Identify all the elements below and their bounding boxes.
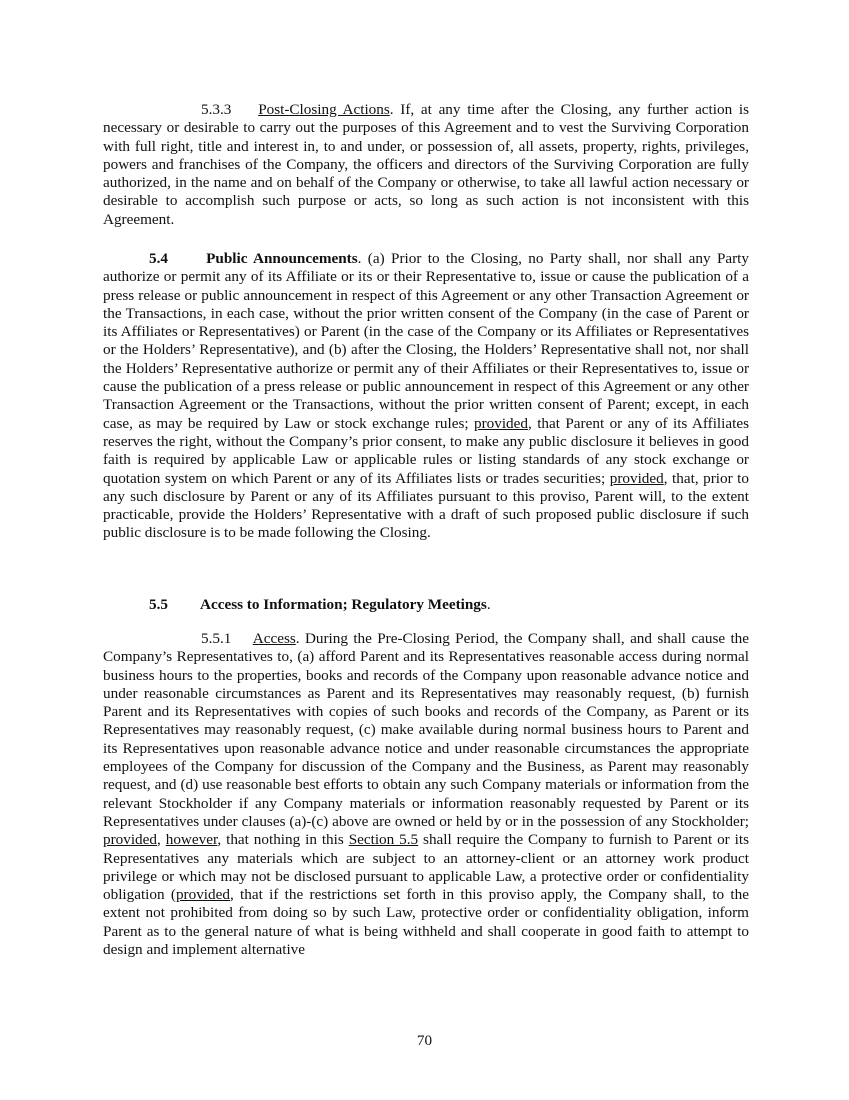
heading-access-to-information: Access to Information; Regulatory Meetings — [200, 596, 487, 613]
comma: , — [157, 831, 166, 849]
paragraph-5-5-1-text-4: , that if the restrictions set forth in this proviso apply, the Company shall, to the extent not prohibited from doing so by such Law, protective order or confidentiality obligation, inform Parent as to the general nature of what is being withheld and shall cooperate in good faith to attempt to design and implement alternative — [103, 886, 749, 959]
page-number: 70 — [416, 1032, 433, 1049]
paragraph-5-5-1-text-3: shall require the Company to furnish to Parent or its Representatives any materials which are subject to an attorney-client or an attorney work product privilege or which may not be disclosed pursuant to applicable Law, a protective order or confidentiality obligation ( — [103, 831, 749, 904]
heading-post-closing-actions: Post-Closing Actions — [258, 101, 390, 118]
paragraph-5-4-text-3: , that, prior to any such disclosure by Parent or any of its Affiliates pursuant to this proviso, Parent will, to the extent practicable, provide the Holders’ Representative with a draft of such proposed public disclosure if such public disclosure is to be made following the Closing. — [103, 469, 749, 542]
paragraph-5-4-text-2: , that Parent or any of its Affiliates reserves the right, without the Company’s prior consent, to make any public disclosure it believes in good faith is required by applicable Law or applicable rules or listing standards of any stock exchange or quotation system on which Parent or any of its Affiliates lists or trades securities; — [103, 414, 749, 487]
provided-term: provided — [474, 414, 528, 432]
paragraph-5-3-3-text: . If, at any time after the Closing, any further action is necessary or desirable to carry out the purposes of this Agreement and to vest the Surviving Corporation with full right, title and interest in, to and under, or possession of, all assets, property, rights, privileges, powers and franchises of the Company, the officers and directors of the Surviving Corporation are fully authorized, in the name and on behalf of the Company or otherwise, to take all lawful action necessary or desirable to accomplish such purpose or acts, so long as such action is not inconsistent with this Agreement. — [103, 101, 750, 228]
provided-term: provided — [609, 469, 664, 487]
provided-term: provided — [103, 831, 157, 849]
provided-term: provided — [175, 886, 230, 904]
section-heading-5-5 — [149, 596, 491, 614]
section-number-5-5: 5.5 — [149, 596, 168, 613]
paragraph-5-5-1-text-2: , that nothing in this — [217, 831, 349, 849]
section-reference-5-5: Section 5.5 — [348, 831, 419, 849]
however-term: however — [165, 831, 218, 849]
section-number-5-3-3: 5.3.3 — [201, 101, 232, 118]
paragraph-5-5-1 — [103, 630, 749, 959]
paragraph-5-3-3 — [103, 101, 749, 229]
paragraph-5-5-1-text-1: . During the Pre-Closing Period, the Company shall, and shall cause the Company’s Representatives to, (a) afford Parent and its Representatives reasonable access during normal business hours to the properties, books and records of the Company upon reasonable advance notice and under reasonable circumstances as Parent and its Representatives may reasonably request, (b) furnish Parent and its Representatives with copies of such books and records of the Company, as Parent or its Representatives may reasonably request, (c) make available during normal business hours to Parent and its Representatives upon reasonable advance notice and under reasonable circumstances the appropriate employees of the Company for discussion of the Company and the Business, as Parent may reasonably request, and (d) use reasonable best efforts to obtain any such Company materials or information from the relevant Stockholder if any Company materials or information reasonably requested by Parent or its Representatives under clauses (a)-(c) above are owned or held by or in the possession of any Stockholder; — [103, 630, 750, 830]
heading-public-announcements: Public Announcements — [206, 250, 358, 267]
paragraph-5-4 — [103, 250, 749, 543]
section-number-5-4: 5.4 — [149, 250, 168, 267]
paragraph-5-4-text-1: . (a) Prior to the Closing, no Party shall, nor shall any Party authorize or permit any of its Affiliate or its or their Representative to, issue or cause the publication of a press release or public announcement in respect of this Agreement or any other Transaction Agreement or the Transactions, in each case, without the prior written consent of the Company (in the case of Parent or its Affiliates or Representatives) or Parent (in the case of the Company or its Affiliates or Representatives or the Holders’ Representative), and (b) after the Closing, the Holders’ Representative shall not, nor shall the Holders’ Representative authorize or permit any of their Affiliates or their Representatives to, issue or cause the publication of a press release or public announcement in respect of this Agreement or any other Transaction Agreement or the Transactions, without the prior written consent of Parent; except, in each case, as may be required by Law or stock exchange rules; — [103, 250, 749, 432]
heading-suffix: . — [486, 596, 491, 613]
section-number-5-5-1: 5.5.1 — [201, 630, 232, 647]
heading-access: Access — [252, 630, 296, 647]
